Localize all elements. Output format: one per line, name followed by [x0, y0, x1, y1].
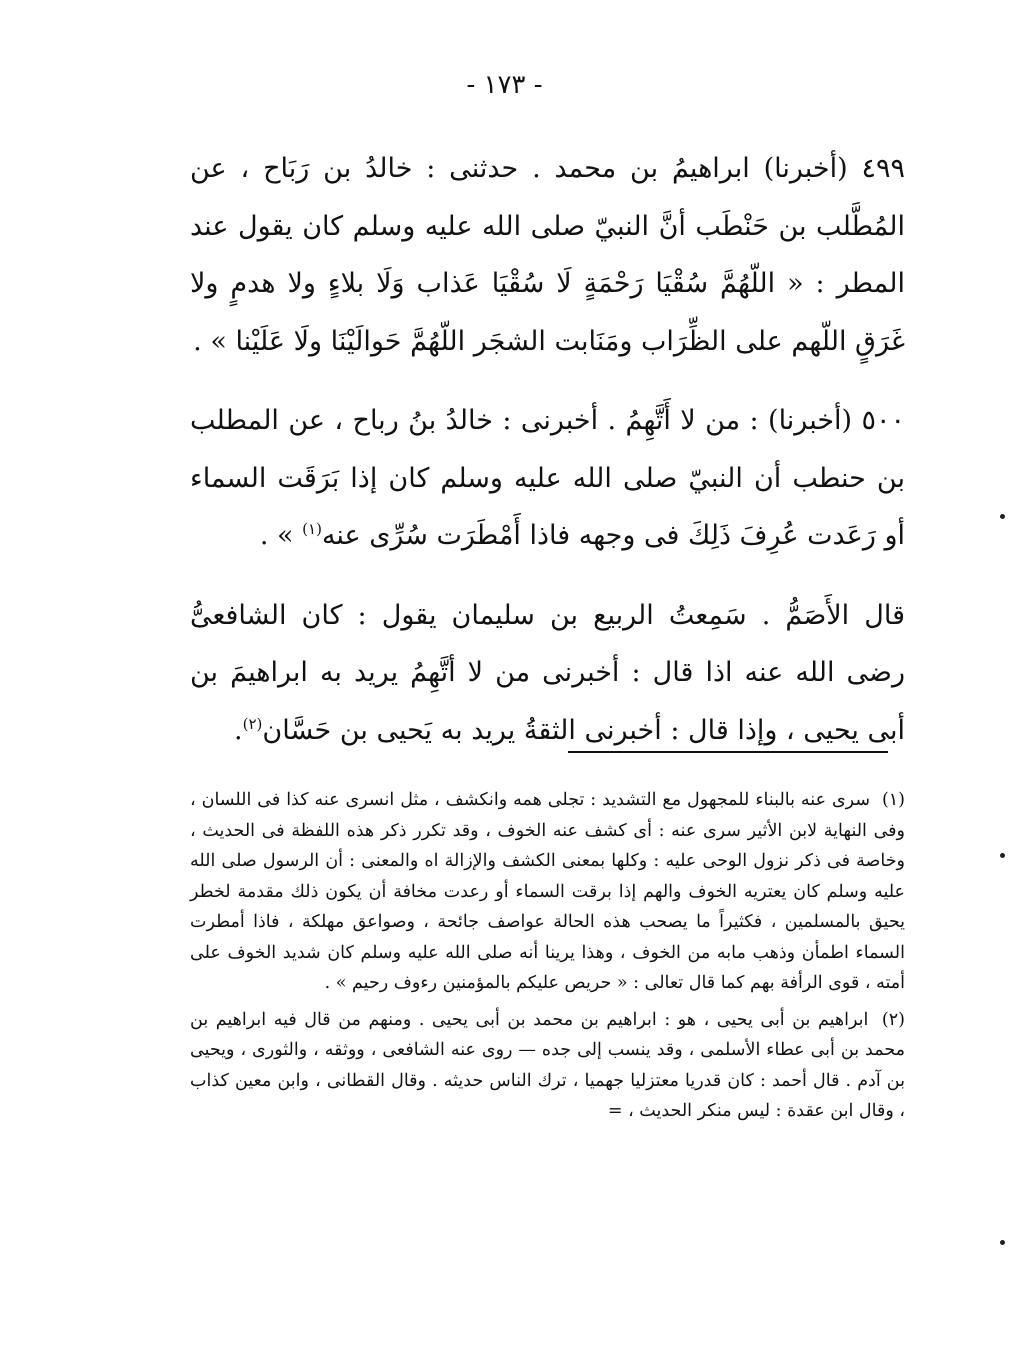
footnote-reference: (٢)	[242, 714, 263, 733]
margin-mark	[1000, 853, 1005, 858]
hadith-paragraph-499	[190, 140, 905, 370]
hadith-text: ٥٠٠ (أخبرنا) : من لا أَتَّهِمُ . أخبرنى : خالدُ بنُ رباح ، عن المطلب بن حنطب أن النبيّ صلى الله عليه وسلم كان إذا بَرَقَت السماء أو رَعَدت عُرِفَ ذَلِكَ فى وجهه فاذا أَمْطَرَت سُرِّى عنه	[190, 405, 905, 551]
footnote-number: (٢)	[881, 1009, 905, 1030]
footnote-text: سرى عنه بالبناء للمجهول مع التشديد : تجلى همه وانكشف ، مثل انسرى عنه كذا فى اللسان ، وفى النهاية لابن الأثير سرى عنه : أى كشف عنه الخوف ، وقد تكرر ذكر هذه اللفظة فى الحديث ، وخاصة فى ذكر نزول الوحى عليه : وكلها بمعنى الكشف والإزالة اه والمعنى : أن الرسول صلى الله عليه وسلم كان يعتريه الخوف والهم إذا برقت السماء أو رعدت مخافة أن يكون ذلك مقدمة لخطر يحيق بالمسلمين ، فكثيراً ما يصحب هذه الحالة عواصف جائحة ، وصواعق مهلكة ، فاذا أمطرت السماء اطمأن وذهب مابه من الخوف ، وهذا يرينا أنه صلى الله عليه وسلم كان شديد الخوف على أمته ، قوى الرأفة بهم كما قال تعالى : « حريص عليكم بالمؤمنين رءوف رحيم » .	[190, 790, 905, 993]
footnote-number: (١)	[881, 790, 905, 810]
footnotes-section	[190, 785, 905, 1133]
hadith-text-tail: » .	[259, 520, 303, 551]
footnote-reference: (١)	[302, 520, 322, 538]
footnote-2	[190, 1005, 905, 1127]
footnote-1	[190, 785, 905, 999]
page-number: - ١٧٣ -	[466, 70, 543, 100]
main-text-body	[190, 140, 905, 759]
margin-mark	[1000, 1240, 1005, 1245]
hadith-paragraph-500	[190, 392, 905, 565]
narrator-note-text: قال الأَصَمُّ . سَمِعتُ الربيع بن سليمان يقول : كان الشافعىُّ رضى الله عنه اذا قال : أخبرنى من لا أتَّهِمُ يريد به ابراهيمَ بن أبى يحيى ، وإذا قال : أخبرنى الثقةُ يريد به يَحيى بن حَسَّان	[190, 599, 905, 746]
narrator-note-paragraph	[190, 587, 905, 760]
margin-mark	[1000, 514, 1005, 519]
footnote-text: ابراهيم بن أبى يحيى ، هو : ابراهيم بن محمد بن أبى يحيى . ومنهم من قال فيه ابراهيم بن محمد بن أبى عطاء الأسلمى ، وقد ينسب إلى جده — روى عنه الشافعى ، ووثقه ، والثورى ، ويحيى بن آدم . قال أحمد : كان قدريا معتزليا جهميا ، ترك الناس حديثه . وقال القطانى ، وابن معين كذاب ، وقال ابن عقدة : ليس منكر الحديث ، =	[190, 1009, 905, 1121]
narrator-note-tail: .	[234, 714, 243, 746]
hadith-text: ٤٩٩ (أخبرنا) ابراهيمُ بن محمد . حدثنى : خالدُ بن رَبَاح ، عن المُطَّلب بن حَنْطَب أنَّ النبيّ صلى الله عليه وسلم كان يقول عند المطر : « اللّهُمَّ سُقْيَا رَحْمَةٍ لَا سُقْيَا عَذاب وَلَا بلاءٍ ولا هدمٍ ولا غَرَقٍ اللّهم على الظِّرَاب ومَنَابت الشجَر اللّهُمَّ حَوالَيْنَا ولَا عَلَيْنا » .	[190, 153, 905, 357]
footnote-separator	[568, 751, 888, 753]
